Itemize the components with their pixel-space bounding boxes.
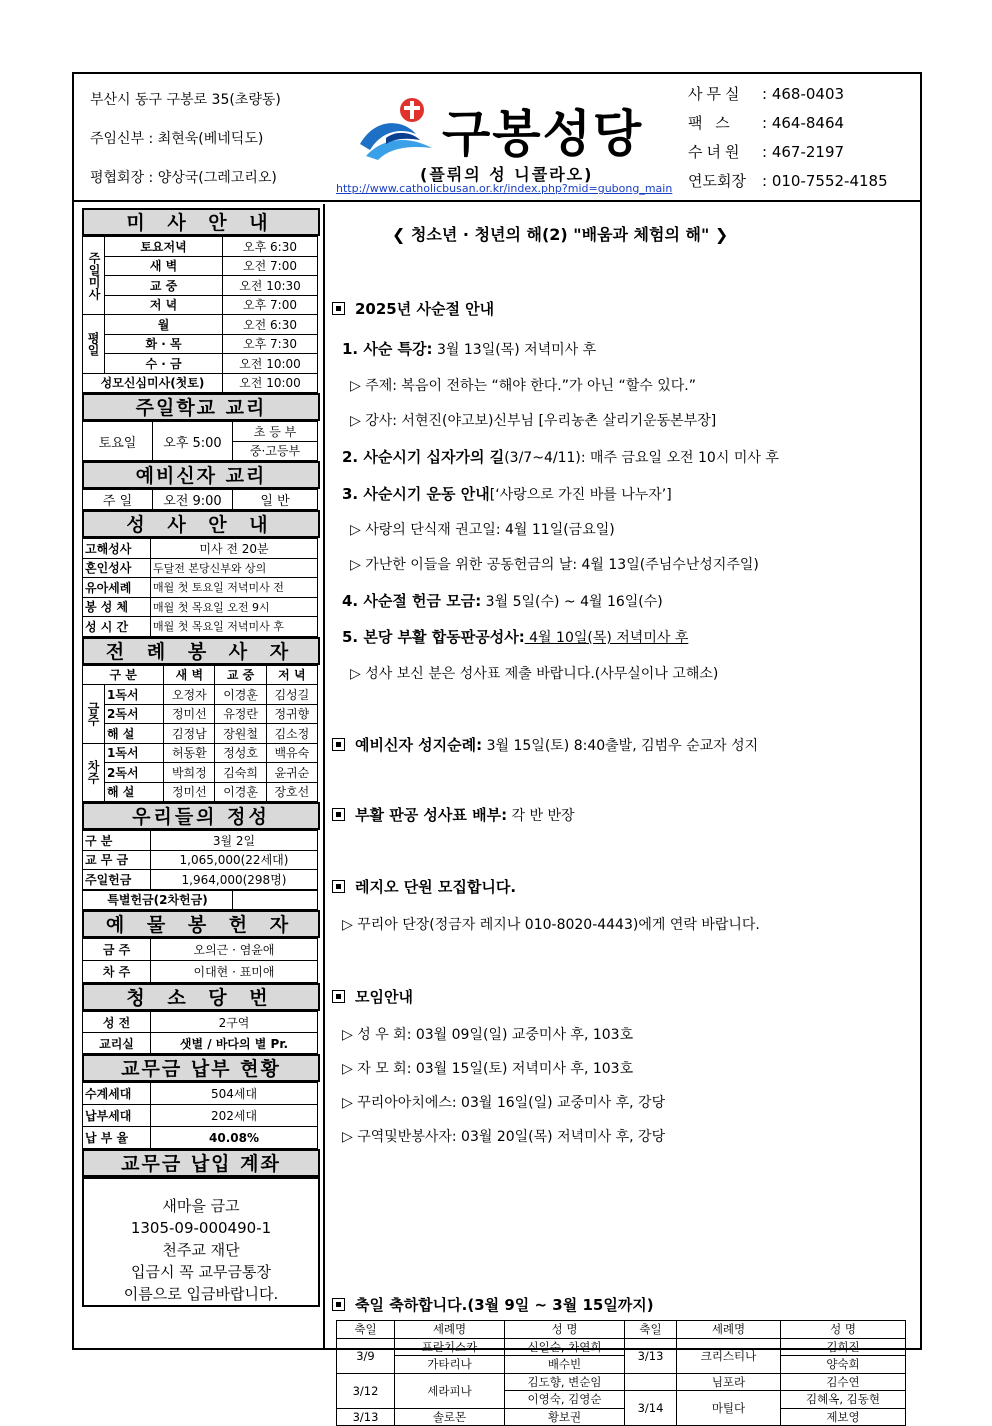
dues-title: 교무금 납부 현황 — [82, 1054, 320, 1082]
address: 부산시 동구 구봉로 35(초량동) — [90, 92, 281, 108]
servers-title: 전 례 봉 사 자 — [82, 637, 320, 665]
contact-fax: 팩 스 : 464-8464 — [688, 114, 845, 132]
mass-table: 주일미사 토요저녁 오후 6:30 새 벽 오전 7:00 교 중 오전 10:30 저 녁 오후 7:00 평일 월 오전 6:30 화 · 목 오후 7:30 수 · 금 오전 10:00 성모신심미사(첫토) 오전 10:00 — [82, 236, 318, 393]
lent-item: 5. 본당 부활 합동판공성사: 4월 10일(목) 저녁미사 후 — [342, 628, 689, 646]
catechumen-table: 주 일 오전 9:00 일 반 — [82, 489, 318, 510]
square-bullet-icon — [332, 808, 345, 821]
square-bullet-icon — [332, 880, 345, 893]
wave-cross-icon — [356, 94, 440, 164]
feast-table: 축일 세례명 성 명 축일 세례명 성 명 3/9 프란치스카 신일순, 차연희 3/13 크리스티나 김희진 가타리나 배수빈 양숙희 3/12 세라피나 김도향, 변순임 님포라 김수연 이영숙, 김영순 3/14 마틸다 김혜옥, 김동현 3/13 솔로몬 황보권 제보영 — [336, 1320, 906, 1426]
easter-card-notice: 부활 판공 성사표 배부: 각 반 반장 — [332, 804, 575, 825]
account-info: 새마을 금고 1305-09-000490-1 천주교 재단 입금시 꼭 교무금통장 이름으로 입금바랍니다. — [82, 1177, 320, 1307]
contact-office: 사무실 : 468-0403 — [688, 85, 845, 103]
column-divider — [323, 204, 325, 1350]
council-head: 평협회장 : 양상국(그레고리오) — [90, 170, 277, 186]
offering-table: 구 분 3월 2일 교 무 금 1,065,000(22세대) 주일헌금 1,964,000(298명) — [82, 830, 318, 890]
sunday-school-table: 토요일 오후 5:00 초 등 부 중·고등부 — [82, 421, 318, 461]
sacrament-title: 성 사 안 내 — [82, 510, 320, 538]
lent-item: ▷ 주제: 복음이 전하는 “해야 한다.”가 아닌 “할수 있다.” — [350, 378, 696, 394]
donors-title: 예 물 봉 헌 자 — [82, 910, 320, 938]
church-name: 구봉성당 — [442, 105, 644, 163]
square-bullet-icon — [332, 302, 345, 315]
meetings-heading: 모임안내 — [332, 986, 413, 1007]
square-bullet-icon — [332, 1298, 345, 1311]
contact-list — [688, 84, 888, 200]
mass-title: 미 사 안 내 — [82, 208, 320, 236]
contact-funeral: 연도회장 : 010-7552-4185 — [688, 172, 888, 190]
legio-heading: 레지오 단원 모집합니다. — [332, 876, 516, 897]
sunday-mass-label: 주일미사 — [83, 237, 105, 315]
lent-item: ▷ 성사 보신 분은 성사표 제출 바랍니다.(사무실이나 고해소) — [350, 666, 719, 682]
patron-saint: (플뤼의 성 니콜라오) — [420, 165, 594, 184]
meeting-item: ▷ 성 우 회: 03월 09일(일) 교중미사 후, 103호 — [342, 1027, 634, 1043]
sacrament-table: 고해성사 미사 전 20분 혼인성사 두달전 본당신부와 상의 유아세례 매월 첫 토요일 저녁미사 전 봉 성 체 매월 첫 목요일 오전 9시 성 시 간 매월 첫 목요일 저녁미사 후 — [82, 538, 318, 637]
special-offering-table: 특별헌금(2차헌금) — [82, 890, 318, 911]
feast-heading: 축일 축하합니다.(3월 9일 ~ 3월 15일까지) — [332, 1294, 654, 1315]
meeting-item: ▷ 자 모 회: 03월 15일(토) 저녁미사 후, 103호 — [342, 1061, 634, 1077]
cleaning-title: 청 소 당 번 — [82, 983, 320, 1011]
heart-mass: 성모신심미사(첫토) — [83, 373, 223, 393]
pilgrimage-notice: 예비신자 성지순례: 3월 15일(토) 8:40출발, 김범우 순교자 성지 — [332, 734, 758, 755]
lent-item: 3. 사순시기 운동 안내[‘사랑으로 가진 바를 나누자’] — [342, 485, 672, 503]
year-theme-title: ❮ 청소년 · 청년의 해(2) "배움과 체험의 해" ❯ — [392, 225, 729, 244]
dues-table: 수계세대 504세대 납부세대 202세대 납 부 율 40.08% — [82, 1082, 318, 1149]
lent-item: ▷ 가난한 이들을 위한 공동헌금의 날: 4월 13일(주님수난성지주일) — [350, 557, 759, 573]
header-info — [90, 90, 281, 207]
cleaning-table: 성 전 2구역 교리실 샛별 / 바다의 별 Pr. — [82, 1011, 318, 1054]
meeting-item: ▷ 구역및반봉사자: 03월 20일(목) 저녁미사 후, 강당 — [342, 1129, 666, 1145]
account-title: 교무금 납입 계좌 — [82, 1149, 320, 1177]
square-bullet-icon — [332, 738, 345, 751]
donors-table: 금 주 오의근 · 염윤애 차 주 이대현 · 표미애 — [82, 938, 318, 983]
left-column — [82, 208, 320, 1307]
bulletin-page — [72, 72, 922, 1424]
pastor: 주임신부 : 최현욱(베네딕도) — [90, 131, 264, 147]
lent-item: 4. 사순절 헌금 모금: 3월 5일(수) ~ 4월 16일(수) — [342, 592, 663, 610]
weekday-mass-label: 평일 — [83, 315, 105, 374]
contact-convent: 수녀원 : 467-2197 — [688, 143, 845, 161]
square-bullet-icon — [332, 990, 345, 1003]
offering-title: 우리들의 정성 — [82, 802, 320, 830]
church-url-link[interactable]: http://www.catholicbusan.or.kr/index.php?mid=gubong_main — [336, 182, 673, 195]
legio-contact: ▷ 꾸리아 단장(정금자 레지나 010-8020-4443)에게 연락 바랍니다. — [342, 917, 760, 933]
church-logo — [336, 88, 674, 198]
header — [74, 74, 920, 202]
lent-heading: 2025년 사순절 안내 — [332, 298, 494, 319]
catechumen-title: 예비신자 교리 — [82, 461, 320, 489]
lent-item: 2. 사순시기 십자가의 길(3/7~4/11): 매주 금요일 오전 10시 미사 후 — [342, 448, 779, 466]
sunday-school-title: 주일학교 교리 — [82, 393, 320, 421]
lent-item: ▷ 사랑의 단식재 권고일: 4월 11일(금요일) — [350, 522, 615, 538]
meeting-item: ▷ 꾸리아아치에스: 03월 16일(일) 교중미사 후, 강당 — [342, 1095, 666, 1111]
lent-item: 1. 사순 특강: 3월 13일(목) 저녁미사 후 — [342, 340, 597, 358]
servers-table: 구 분 새 벽 교 중 저 녁 금주 1독서 오정자 이경훈 김성길 2독서 정미선 유정란 정귀향 해 설 김정남 장원철 김소정 차주 1독서 허동환 정성호 백유숙 2독서 박희정 김숙희 윤귀순 해 설 정미선 이경훈 장호선 — [82, 665, 318, 803]
lent-item: ▷ 강사: 서현진(야고보)신부님 [우리농촌 살리기운동본부장] — [350, 413, 717, 429]
